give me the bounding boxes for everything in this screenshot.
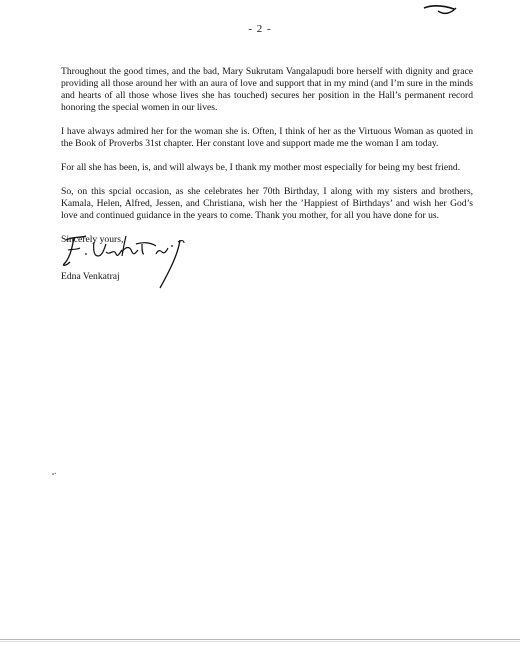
scan-edge-line-faint xyxy=(0,641,520,642)
paragraph-4: So, on this spcial occasion, as she celebrates her 70th Birthday, I along with my sisters and brothers, Kamala, Helen, Alfred, Jessen, and Christiana, wish her the ’Happiest of Birthdays’ and wish her God’s love and continued guidance in the years to come. Thank you mother, for all you have done for us. xyxy=(61,186,473,221)
scan-speck-icon xyxy=(51,471,57,477)
scan-edge-line xyxy=(0,639,520,640)
closing-line: Sincerely yours, xyxy=(61,234,124,245)
letter-body xyxy=(61,66,473,246)
paragraph-3: For all she has been, is, and will always be, I thank my mother most especially for being my best friend. xyxy=(61,162,461,173)
page-number: - 2 - xyxy=(248,23,272,35)
signer-name: Edna Venkatraj xyxy=(61,271,120,282)
scan-mark-icon xyxy=(418,0,458,16)
paragraph-2: I have always admired her for the woman she is. Often, I think of her as the Virtuous Woman as quoted in the Book of Proverbs 31st chapter. Her constant love and support made me the woman I am today. xyxy=(61,126,473,149)
paragraph-1: Throughout the good times, and the bad, Mary Sukrutam Vangalapudi bore herself with dignity and grace providing all those around her with an aura of love and support that in my mind (and I’m sure in the minds and hearts of all those whose lives she has touched) secures her position in the Hall’s permanent record honoring the special women in our lives. xyxy=(61,66,473,113)
signature-icon xyxy=(60,230,190,294)
